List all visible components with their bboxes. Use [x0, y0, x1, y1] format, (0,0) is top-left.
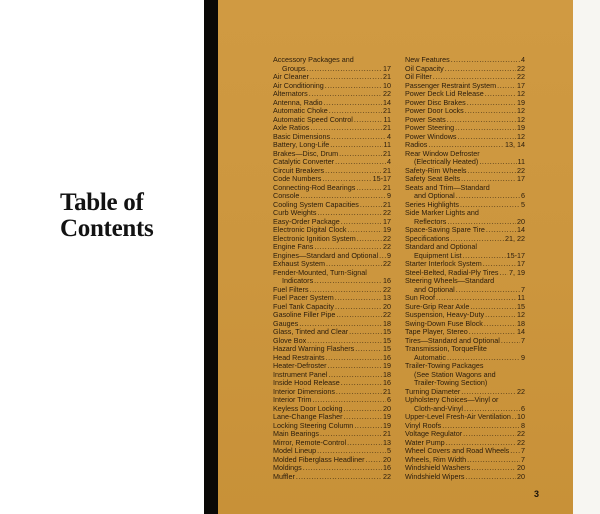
toc-entry-label: Power Seats: [405, 114, 446, 124]
toc-entry-label: Interior Dimensions: [273, 386, 335, 396]
toc-entry-page: 17: [517, 174, 525, 183]
toc-entry-page: 4: [387, 131, 391, 141]
toc-entry-page: 21: [383, 123, 391, 132]
leader-dots: [499, 269, 508, 278]
leader-dots: [344, 405, 382, 414]
index-column-right: [405, 56, 525, 481]
toc-entry-page: 8: [521, 420, 525, 430]
toc-entry-label: Automatic: [414, 352, 446, 362]
leader-dots: [354, 116, 383, 125]
toc-entry-label: Main Bearings: [273, 429, 319, 438]
toc-entry-label: Oil Filter: [405, 72, 432, 81]
toc-entry-label: Side Marker Lights and: [405, 208, 479, 217]
toc-entry-label: Power Door Locks: [405, 106, 464, 115]
toc-entry-page: 14: [517, 327, 525, 336]
toc-entry-label: Instrument Panel: [273, 369, 328, 379]
toc-entry-label: Sure-Grip Rear Axle: [405, 301, 470, 311]
toc-entry-page: 7: [521, 454, 525, 464]
toc-entry-label: Power Steering: [405, 123, 455, 132]
toc-entry-page: 13: [383, 437, 391, 447]
leader-dots: [336, 388, 382, 397]
page-number: 3: [534, 489, 540, 499]
toc-entry-page: 21: [383, 429, 391, 438]
toc-entry-page: 21: [383, 148, 391, 158]
toc-entry-page: 20: [517, 463, 525, 472]
leader-dots: [451, 56, 520, 65]
toc-entry-page: 22: [383, 284, 391, 294]
leader-dots: [485, 311, 516, 320]
toc-entry-label: Model Lineup: [273, 446, 317, 455]
leader-dots: [484, 320, 516, 329]
toc-entry-label: Series Highlights: [405, 199, 459, 209]
leader-dots: [463, 430, 516, 439]
toc-entry-label: Turning Diameter: [405, 386, 461, 396]
leader-dots: [328, 362, 382, 371]
toc-entry-label: Moldings: [273, 463, 302, 472]
toc-entry-label: Lane-Change Flasher: [273, 412, 343, 421]
toc-entry-page: 22: [517, 386, 525, 396]
toc-entry-label: Power Windows: [405, 131, 457, 141]
toc-entry-label: Suspension, Heavy-Duty: [405, 310, 485, 319]
toc-entry-page: 16: [383, 276, 391, 285]
left-page: [0, 0, 204, 514]
toc-entry-page: 20: [517, 216, 525, 226]
toc-entry-label: Wheel Covers and Road Wheels: [405, 446, 510, 455]
toc-entry-label: Mirror, Remote-Control: [273, 437, 347, 447]
leader-dots: [471, 464, 516, 473]
leader-dots: [330, 141, 382, 150]
leader-dots: [479, 158, 516, 167]
toc-entry-page: 12: [517, 131, 525, 141]
toc-entry-page: 10: [383, 80, 391, 90]
page-edge: [573, 0, 600, 514]
toc-entry-label: Circuit Breakers: [273, 165, 325, 175]
toc-entry-page: 14: [517, 225, 525, 234]
toc-entry-label: Trailer-Towing Packages: [405, 361, 484, 370]
toc-entry-page: 14: [383, 97, 391, 107]
toc-entry-label: Glass, Tinted and Clear: [273, 327, 349, 336]
toc-entry-label: Voltage Regulator: [405, 429, 463, 438]
toc-entry-page: 16: [383, 378, 391, 387]
toc-entry-page: 12: [517, 106, 525, 115]
toc-entry-label: Indicators: [282, 276, 314, 285]
page-title: [60, 190, 153, 242]
toc-entry-label: Windshield Wipers: [405, 471, 465, 481]
toc-entry-page: 18: [383, 318, 391, 328]
toc-entry-label: Starter Interlock System: [405, 259, 482, 268]
leader-dots: [447, 116, 516, 125]
toc-entry-label: Windshield Washers: [405, 463, 471, 472]
toc-entry-page: 22: [517, 437, 525, 447]
toc-entry-page: 12: [517, 89, 525, 98]
toc-entry-page: 21: [383, 199, 391, 209]
leader-dots: [335, 158, 386, 167]
toc-entry-label: and Optional: [414, 284, 455, 294]
leader-dots: [339, 150, 382, 159]
title-line-2: Contents: [60, 215, 154, 242]
toc-entry-page: 22: [383, 208, 391, 217]
toc-entry-label: Transmission, TorqueFlite: [405, 344, 487, 353]
leader-dots: [326, 354, 382, 363]
leader-dots: [354, 422, 382, 431]
leader-dots: [497, 82, 516, 91]
toc-entry-page: 20: [383, 403, 391, 413]
toc-entry-label: Inside Hood Release: [273, 378, 340, 387]
toc-entry-page: 21: [383, 165, 391, 175]
toc-entry-page: 9: [387, 250, 391, 260]
toc-entry-page: 22: [383, 242, 391, 251]
toc-entry-label: Brakes—Disc, Drum: [273, 148, 339, 158]
toc-entry-label: Glove Box: [273, 335, 307, 345]
toc-entry-page: 15: [383, 335, 391, 345]
toc-entry-label: Locking Steering Column: [273, 420, 354, 430]
toc-entry: [405, 473, 525, 482]
toc-entry-label: Engine Fans: [273, 242, 314, 251]
toc-entry-label: Interior Trim: [273, 395, 312, 404]
toc-entry-page: 11: [517, 293, 525, 302]
leader-dots: [356, 184, 382, 193]
toc-entry-page: 12: [517, 310, 525, 319]
toc-entry-label: Oil Capacity: [405, 63, 444, 73]
leader-dots: [324, 99, 382, 108]
toc-entry-page: 4: [521, 55, 525, 64]
toc-entry-label: Cloth-and-Vinyl: [414, 403, 464, 413]
leader-dots: [347, 439, 382, 448]
leader-dots: [445, 65, 516, 74]
leader-dots: [360, 201, 382, 210]
toc-entry-page: 7: [521, 284, 525, 294]
leader-dots: [468, 167, 516, 176]
toc-entry-label: Air Conditioning: [273, 80, 324, 90]
toc-entry-page: 15: [383, 344, 391, 353]
toc-entry: [273, 473, 391, 482]
toc-entry-page: 22: [517, 165, 525, 175]
leader-dots: [510, 447, 520, 456]
toc-entry-label: Standard and Optional: [405, 242, 477, 251]
toc-entry-page: 11: [383, 140, 391, 149]
toc-entry-page: 17: [517, 259, 525, 268]
toc-entry-page: 19: [517, 97, 525, 107]
toc-entry-label: Code Numbers: [273, 174, 322, 183]
leader-dots: [466, 473, 516, 482]
toc-entry-page: 22: [383, 310, 391, 319]
toc-entry-page: 22: [383, 471, 391, 481]
toc-entry-label: Console: [273, 191, 300, 200]
toc-entry-page: 6: [521, 191, 525, 200]
leader-dots: [335, 294, 382, 303]
toc-entry-page: 5: [387, 446, 391, 455]
leader-dots: [357, 235, 382, 244]
toc-entry-label: Hazard Warning Flashers: [273, 344, 355, 353]
toc-entry-label: Tape Player, Stereo: [405, 327, 468, 336]
toc-entry-page: 15-17: [372, 174, 391, 183]
toc-entry-label: Automatic Speed Control: [273, 114, 353, 124]
toc-entry-label: Water Pump: [405, 437, 445, 447]
toc-entry-page: 6: [521, 403, 525, 413]
toc-entry-page: 16: [383, 463, 391, 472]
toc-entry-label: Battery, Long-Life: [273, 140, 330, 149]
index-column-left: [273, 56, 391, 481]
toc-entry-label: Keyless Door Locking: [273, 403, 343, 413]
leader-dots: [467, 456, 520, 465]
toc-entry-label: Muffler: [273, 471, 295, 481]
toc-entry-page: 22: [383, 259, 391, 268]
toc-entry-page: 15-17: [506, 250, 525, 260]
toc-entry-page: 17: [383, 63, 391, 73]
toc-entry-page: 7: [521, 335, 525, 345]
toc-entry-label: Power Disc Brakes: [405, 97, 466, 107]
toc-entry-page: 19: [517, 123, 525, 132]
toc-entry-label: Trailer-Towing Section): [414, 378, 488, 387]
toc-entry-label: Specifications: [405, 233, 450, 243]
toc-entry-label: Cooling System Capacities: [273, 199, 359, 209]
toc-entry-label: Space-Saving Spare Tire: [405, 225, 485, 234]
toc-entry-page: 20: [517, 471, 525, 481]
leader-dots: [355, 345, 382, 354]
toc-entry-page: 17: [383, 216, 391, 226]
leader-dots: [341, 379, 382, 388]
toc-entry-page: 11: [383, 114, 391, 124]
toc-entry-page: 21: [383, 386, 391, 396]
leader-dots: [296, 473, 382, 482]
toc-entry-page: 18: [383, 369, 391, 379]
toc-entry-page: 10: [517, 412, 525, 421]
toc-entry-page: 22: [383, 233, 391, 243]
toc-entry-label: Gasoline Filler Pipe: [273, 310, 336, 319]
leader-dots: [467, 99, 516, 108]
toc-entry-label: and Optional: [414, 191, 455, 200]
leader-dots: [303, 464, 382, 473]
toc-entry-page: 17: [517, 80, 525, 90]
toc-entry-page: 15: [517, 301, 525, 311]
leader-dots: [512, 413, 516, 422]
toc-entry-label: Swing-Down Fuse Block: [405, 318, 483, 328]
leader-dots: [314, 277, 382, 286]
toc-entry-label: Fuel Filters: [273, 284, 309, 294]
toc-entry-page: 21: [383, 72, 391, 81]
toc-entry-page: 13, 14: [505, 140, 525, 149]
toc-entry-page: 7: [521, 446, 525, 455]
toc-entry-label: Upholstery Choices—Vinyl or: [405, 395, 499, 404]
toc-entry-label: Power Deck Lid Release: [405, 89, 484, 98]
toc-entry-page: 22: [383, 89, 391, 98]
toc-entry-label: Passenger Restraint System: [405, 80, 497, 90]
toc-entry-page: 20: [383, 301, 391, 311]
toc-entry-label: Electronic Ignition System: [273, 233, 356, 243]
toc-entry-label: Gauges: [273, 318, 299, 328]
toc-entry-page: 20: [383, 454, 391, 464]
toc-entry-label: Curb Weights: [273, 208, 317, 217]
toc-entry-page: 19: [383, 361, 391, 370]
toc-entry-label: Reflectors: [414, 216, 447, 226]
leader-dots: [325, 82, 382, 91]
leader-dots: [336, 311, 382, 320]
toc-entry-label: Exhaust System: [273, 259, 325, 268]
toc-entry-page: 22: [517, 429, 525, 438]
leader-dots: [366, 456, 383, 465]
toc-entry-label: Heater-Defroster: [273, 361, 327, 370]
toc-entry-page: 9: [521, 352, 525, 362]
toc-entry-label: Antenna, Radio: [273, 97, 323, 107]
toc-entry-page: 15: [383, 327, 391, 336]
toc-entry-label: Rear Window Defroster: [405, 148, 480, 158]
toc-entry-page: 22: [517, 72, 525, 81]
toc-entry-label: Catalytic Converter: [273, 157, 335, 166]
toc-entry-page: 18: [517, 318, 525, 328]
toc-entry-label: Engines—Standard and Optional: [273, 250, 379, 260]
leader-dots: [456, 192, 520, 201]
leader-dots: [501, 337, 520, 346]
toc-entry-label: Upper-Level Fresh-Air Ventilation: [405, 412, 511, 421]
toc-entry-label: Steel-Belted, Radial-Ply Tires: [405, 267, 499, 277]
toc-entry-label: Head Restraints: [273, 352, 325, 362]
toc-entry-label: Electronic Digital Clock: [273, 225, 347, 234]
toc-entry-label: Connecting-Rod Bearings: [273, 182, 356, 192]
toc-entry-page: 19: [383, 412, 391, 421]
toc-entry-page: 21, 22: [505, 233, 525, 243]
toc-entry-page: 21: [383, 106, 391, 115]
leader-dots: [465, 107, 516, 116]
toc-entry-label: Accessory Packages and: [273, 55, 354, 64]
toc-entry-page: 4: [387, 157, 391, 166]
black-binding-band: [204, 0, 218, 514]
toc-entry-label: Wheels, Rim Width: [405, 454, 467, 464]
toc-entry-label: Fuel Pacer System: [273, 293, 334, 302]
toc-entry-label: Alternators: [273, 89, 308, 98]
leader-dots: [456, 286, 520, 295]
leader-dots: [331, 133, 386, 142]
toc-entry-label: (See Station Wagons and: [414, 369, 496, 379]
toc-entry-label: Molded Fiberglass Headliner: [273, 454, 365, 464]
toc-entry-label: Basic Dimensions: [273, 131, 331, 141]
toc-entry-label: Radios: [405, 140, 428, 149]
toc-entry-page: 19: [383, 225, 391, 234]
toc-entry-page: 21: [383, 182, 391, 192]
toc-entry-label: Vinyl Roofs: [405, 420, 442, 430]
leader-dots: [485, 90, 516, 99]
toc-entry-label: Automatic Choke: [273, 106, 328, 115]
toc-entry-page: 7, 19: [509, 267, 525, 277]
toc-entry-page: 13: [383, 293, 391, 302]
toc-entry-label: Safety-Rim Wheels: [405, 165, 467, 175]
leader-dots: [349, 328, 382, 337]
toc-entry-label: Easy-Order Package: [273, 216, 340, 226]
toc-entry-label: Safety Seat Belts: [405, 174, 461, 183]
toc-entry-page: 16: [383, 352, 391, 362]
toc-entry-page: 6: [387, 395, 391, 404]
toc-entry-page: 12: [517, 114, 525, 124]
toc-entry-label: Groups: [282, 63, 306, 73]
toc-entry-page: 5: [521, 199, 525, 209]
toc-entry-page: 19: [383, 420, 391, 430]
toc-entry-label: Sun Roof: [405, 293, 435, 302]
leader-dots: [307, 65, 382, 74]
toc-entry-label: (Electrically Heated): [414, 157, 479, 166]
toc-entry-label: New Features: [405, 55, 450, 64]
toc-entry-label: Tires—Standard and Optional: [405, 335, 500, 345]
toc-entry-label: Axle Ratios: [273, 123, 310, 132]
toc-entry-page: 11: [517, 157, 525, 166]
leader-dots: [455, 124, 516, 133]
leader-dots: [335, 303, 382, 312]
toc-entry-label: Equipment List: [414, 250, 462, 260]
toc-entry-label: Fender-Mounted, Turn-Signal: [273, 267, 367, 277]
toc-entry-label: Seats and Trim—Standard: [405, 182, 490, 192]
toc-entry-label: Air Cleaner: [273, 72, 309, 81]
toc-entry-label: Fuel Tank Capacity: [273, 301, 334, 311]
toc-entry-label: Steering Wheels—Standard: [405, 276, 495, 285]
toc-entry-page: 22: [517, 63, 525, 73]
title-line-1: Table of: [60, 189, 144, 216]
toc-entry-page: 9: [387, 191, 391, 200]
